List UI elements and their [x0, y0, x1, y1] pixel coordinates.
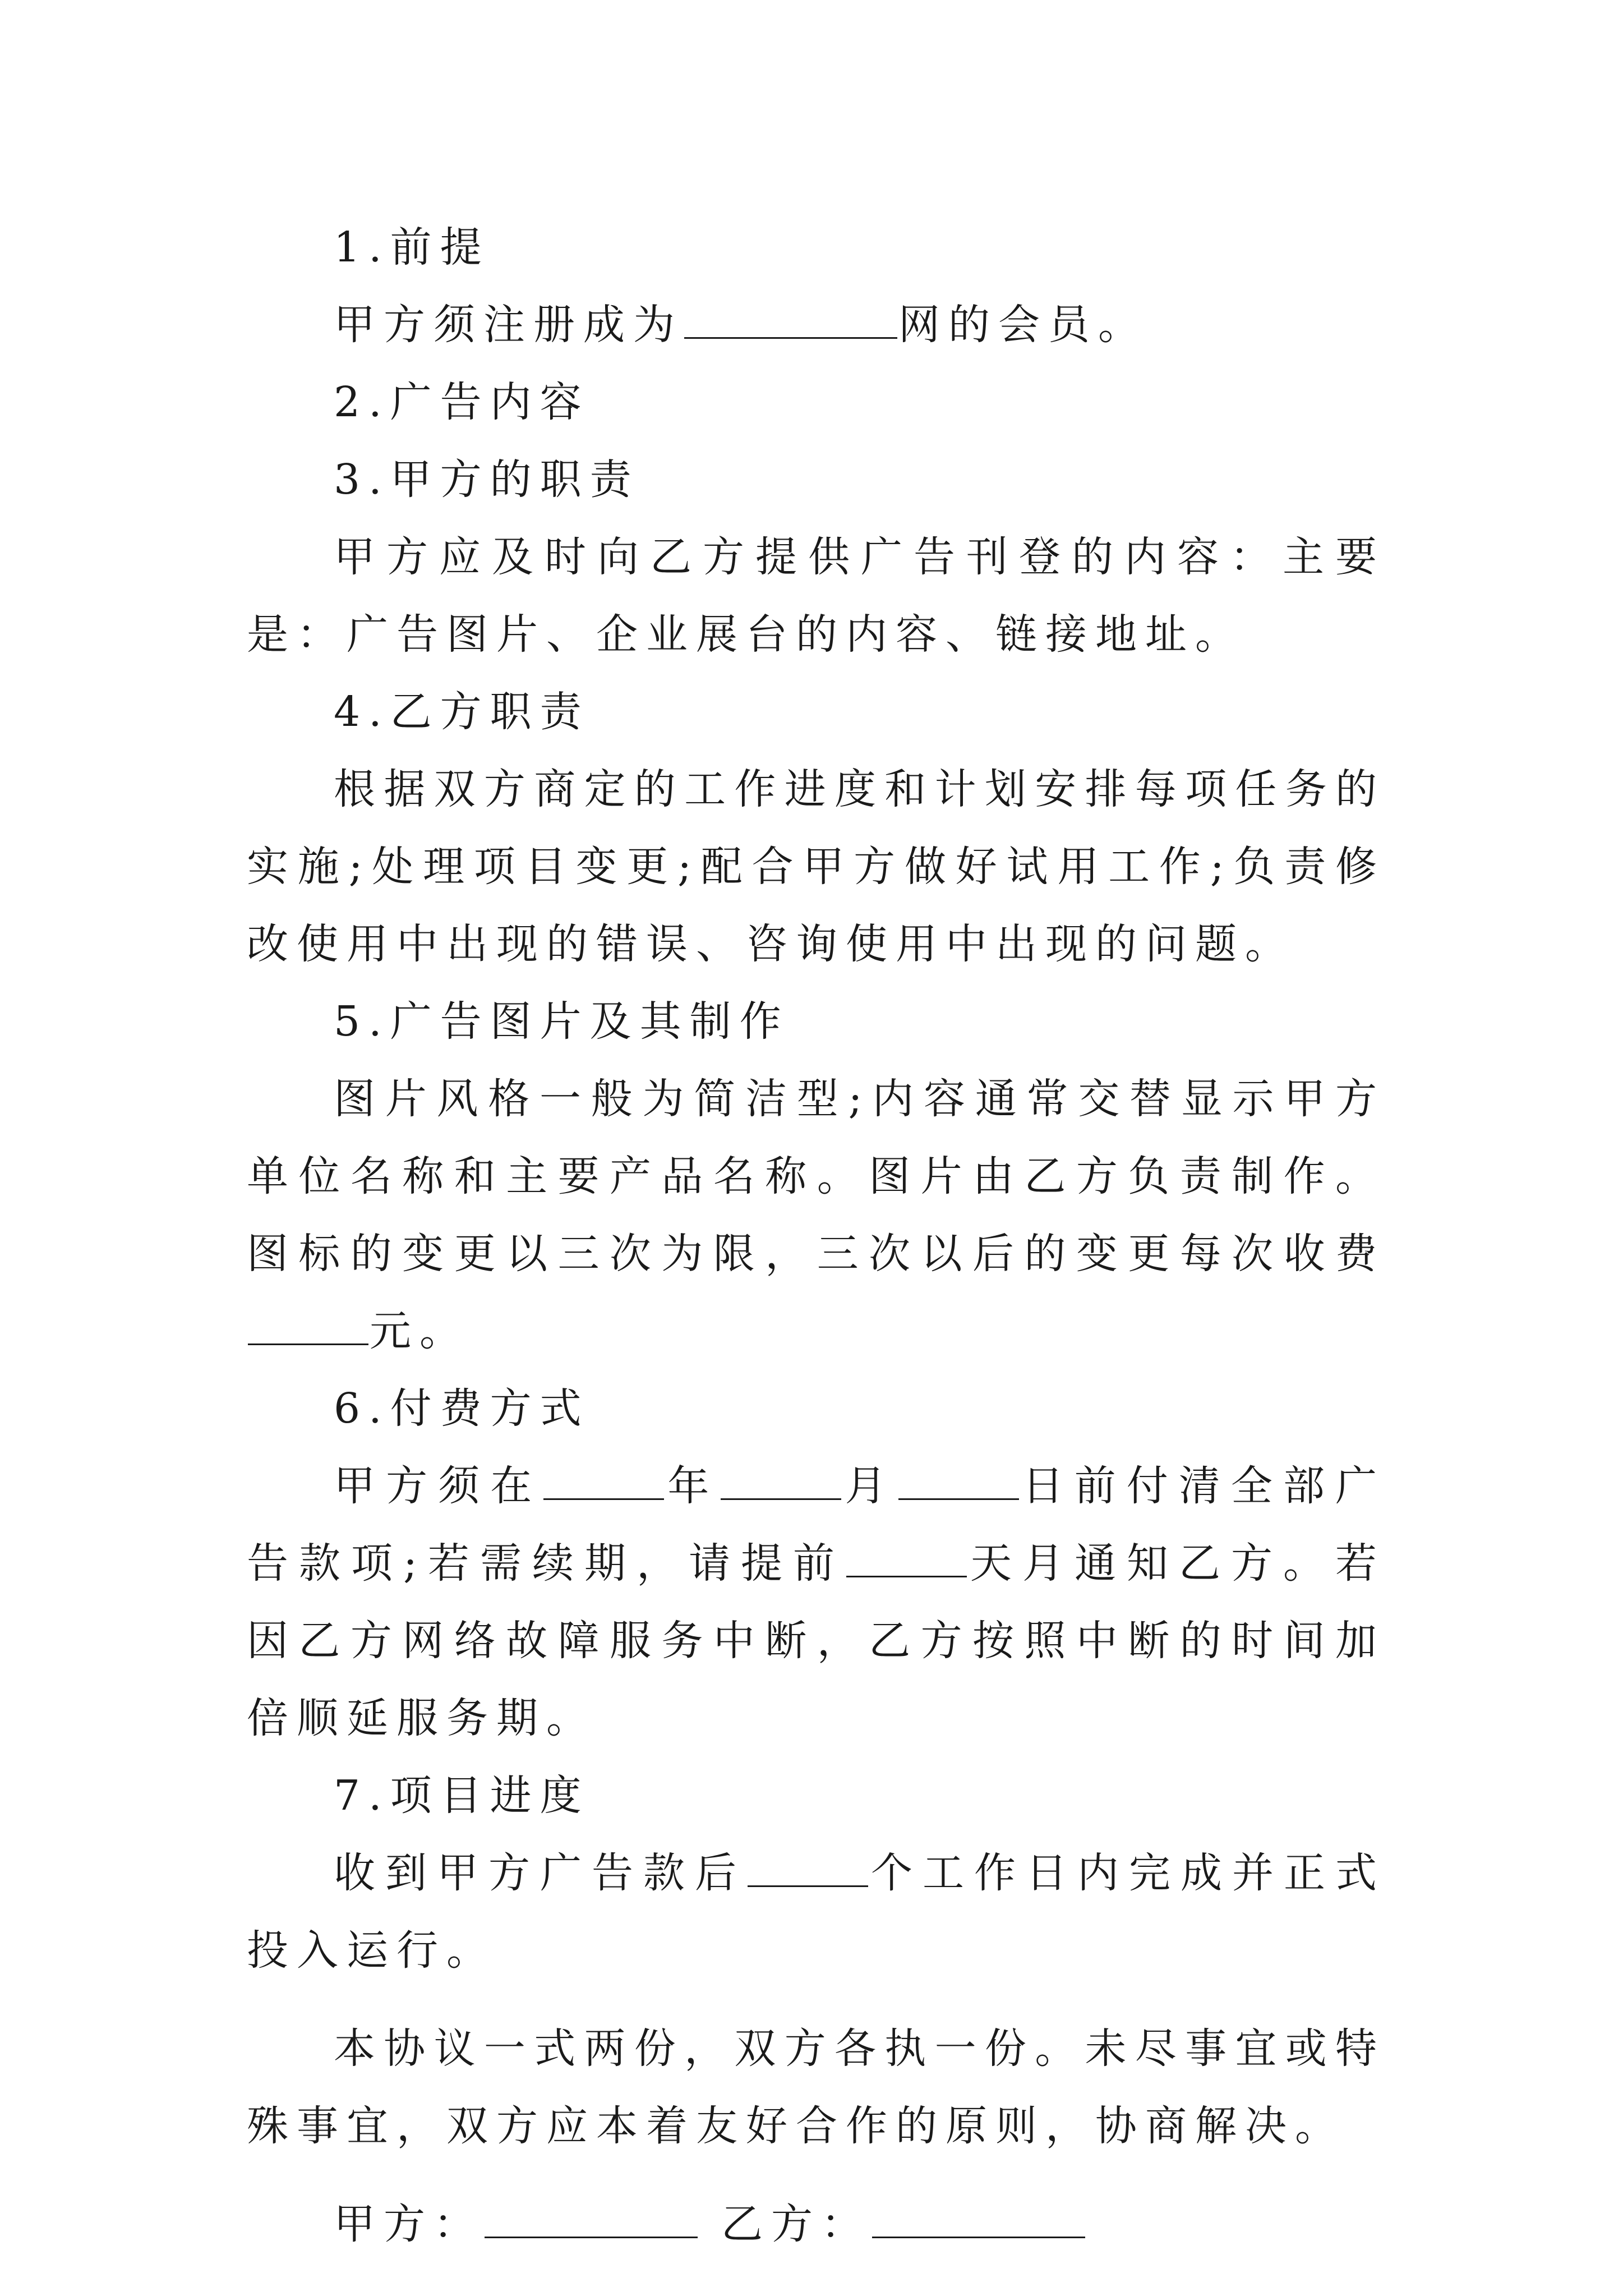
- section-1-heading: 1.前提: [334, 223, 490, 272]
- party-a-signature-blank: [485, 2192, 698, 2238]
- section-6-heading: 6.付费方式: [334, 1384, 590, 1433]
- fee-amount-blank: [248, 1299, 368, 1345]
- section-4-heading: 4.乙方职责: [334, 688, 590, 736]
- section-1-text-end: 网的会员。: [898, 301, 1148, 349]
- section-5-text-end: 元。: [370, 1307, 469, 1355]
- section-6-text-d: 日前付清全部广告款项;若需续期，请提前: [247, 1462, 1386, 1588]
- section-4-paragraph: 根据双方商定的工作进度和计划安排每项任务的实施;处理项目变更;配合甲方做好试用工作;负责修改使用中出现的错误、咨询使用中出现的问题。: [247, 765, 1385, 968]
- section-5-paragraph: [247, 1060, 1385, 1370]
- party-b-signature-blank: [872, 2192, 1085, 2238]
- year-blank: [543, 1453, 664, 1500]
- section-7-text-start: 收到甲方广告款后: [334, 1849, 746, 1897]
- section-1-text-start: 甲方须注册成为: [334, 301, 683, 349]
- section-7-text-end: 个工作日内完成并正式投入运行。: [247, 1849, 1385, 1975]
- working-days-blank: [748, 1841, 868, 1887]
- month-blank: [721, 1453, 841, 1500]
- section-6-text-a: 甲方须在: [334, 1462, 543, 1510]
- section-7-heading: 7.项目进度: [334, 1772, 590, 1820]
- closing-paragraph: 本协议一式两份，双方各执一份。未尽事宜或特殊事宜，双方应本着友好合作的原则，协商解决。: [247, 2024, 1385, 2150]
- section-6-text-e: 天月通知乙方。若因乙方网络故障服务中断，乙方按照中断的时间加倍顺延服务期。: [247, 1539, 1385, 1742]
- website-name-blank: [684, 292, 897, 339]
- section-6-text-c: 月: [842, 1462, 897, 1510]
- signature-line: [247, 2185, 1385, 2263]
- section-6-text-b: 年: [665, 1462, 720, 1510]
- party-b-label: 乙方：: [721, 2200, 871, 2248]
- section-3-heading: 3.甲方的职责: [334, 455, 640, 504]
- section-1-paragraph: [247, 286, 1385, 364]
- document-body: [247, 209, 1385, 2263]
- section-2-heading: 2.广告内容: [334, 378, 590, 426]
- section-3-paragraph: 甲方应及时向乙方提供广告刊登的内容：主要是：广告图片、企业展台的内容、链接地址。: [247, 533, 1385, 659]
- section-6-paragraph: [247, 1447, 1385, 1757]
- section-5-heading: 5.广告图片及其制作: [334, 997, 790, 1046]
- notice-days-blank: [846, 1531, 967, 1577]
- day-blank: [898, 1453, 1019, 1500]
- section-5-text-start: 图片风格一般为简洁型;内容通常交替显示甲方单位名称和主要产品名称。图片由乙方负责制作。图标的变更以三次为限，三次以后的变更每次收费: [247, 1075, 1385, 1278]
- section-7-paragraph: [247, 1834, 1385, 1989]
- party-a-label: 甲方：: [334, 2200, 483, 2248]
